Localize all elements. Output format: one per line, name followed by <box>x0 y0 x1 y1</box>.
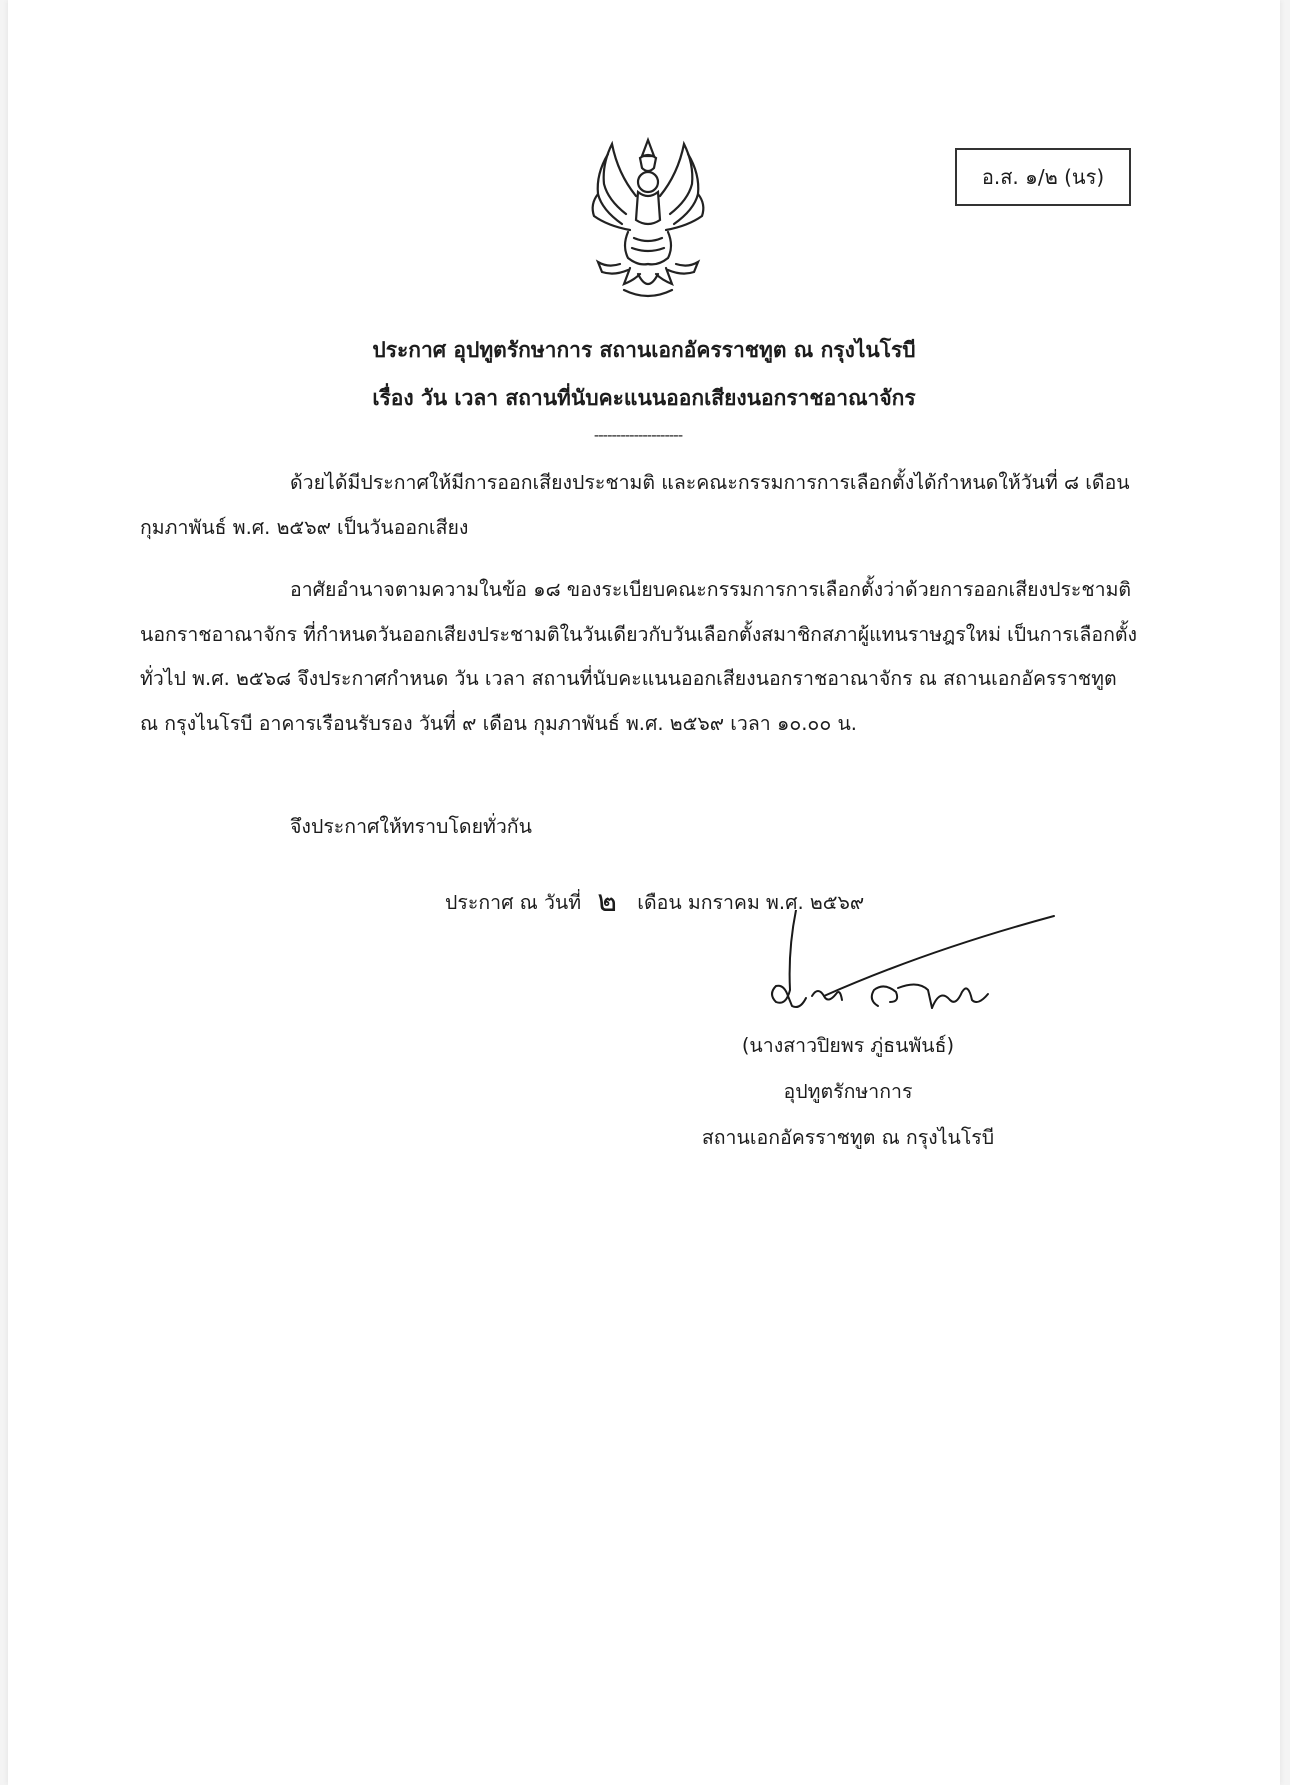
date-prefix: ประกาศ ณ วันที่ <box>445 891 582 914</box>
garuda-emblem-icon <box>568 134 728 304</box>
handwritten-signature <box>728 910 1068 1020</box>
announcement-subject: เรื่อง วัน เวลา สถานที่นับคะแนนออกเสียงนอกราชอาณาจักร <box>372 386 916 410</box>
document-page <box>8 0 1280 1785</box>
date-day: ๒ <box>597 884 618 919</box>
paragraph-1 <box>140 461 1138 550</box>
announcement-title: ประกาศ อุปทูตรักษาการ สถานเอกอัครราชทูต ณ กรุงไนโรบี <box>372 338 916 362</box>
paragraph-2 <box>140 568 1138 746</box>
paragraph-1-text: ด้วยได้มีประกาศให้มีการออกเสียงประชามติ และคณะกรรมการการเลือกตั้งได้กำหนดให้วันที่ ๘ เดือน กุมภาพันธ์ พ.ศ. ๒๕๖๙ เป็นวันออกเสียง <box>140 471 1130 539</box>
document-code-box: อ.ส. ๑/๒ (นร) <box>955 148 1131 206</box>
paragraph-3: จึงประกาศให้ทราบโดยทั่วกัน <box>290 815 532 838</box>
paragraph-2-text: อาศัยอำนาจตามความในข้อ ๑๘ ของระเบียบคณะกรรมการการเลือกตั้งว่าด้วยการออกเสียงประชามตินอกราชอาณาจักร ที่กำหนดวันออกเสียงประชามติในวันเดียวกับวันเลือกตั้งสมาชิกสภาผู้แทนราษฎรใหม่ เป็นการเลือกตั้งทั่วไป พ.ศ. ๒๕๖๘ จึงประกาศกำหนด วัน เวลา สถานที่นับคะแนนออกเสียงนอกราชอาณาจักร ณ สถานเอกอัครราชทูต ณ กรุงไนโรบี อาคารเรือนรับรอง วันที่ ๙ เดือน กุมภาพันธ์ พ.ศ. ๒๕๖๙ เวลา ๑๐.๐๐ น. <box>140 578 1138 735</box>
title-divider: -------------------- <box>593 426 683 444</box>
signatory-office: สถานเอกอัครราชทูต ณ กรุงไนโรบี <box>701 1126 995 1149</box>
signatory-name: (นางสาวปิยพร ภู่ธนพันธ์) <box>741 1034 955 1057</box>
signatory-position: อุปทูตรักษาการ <box>783 1080 913 1103</box>
date-suffix: เดือน มกราคม พ.ศ. ๒๕๖๙ <box>637 891 865 914</box>
